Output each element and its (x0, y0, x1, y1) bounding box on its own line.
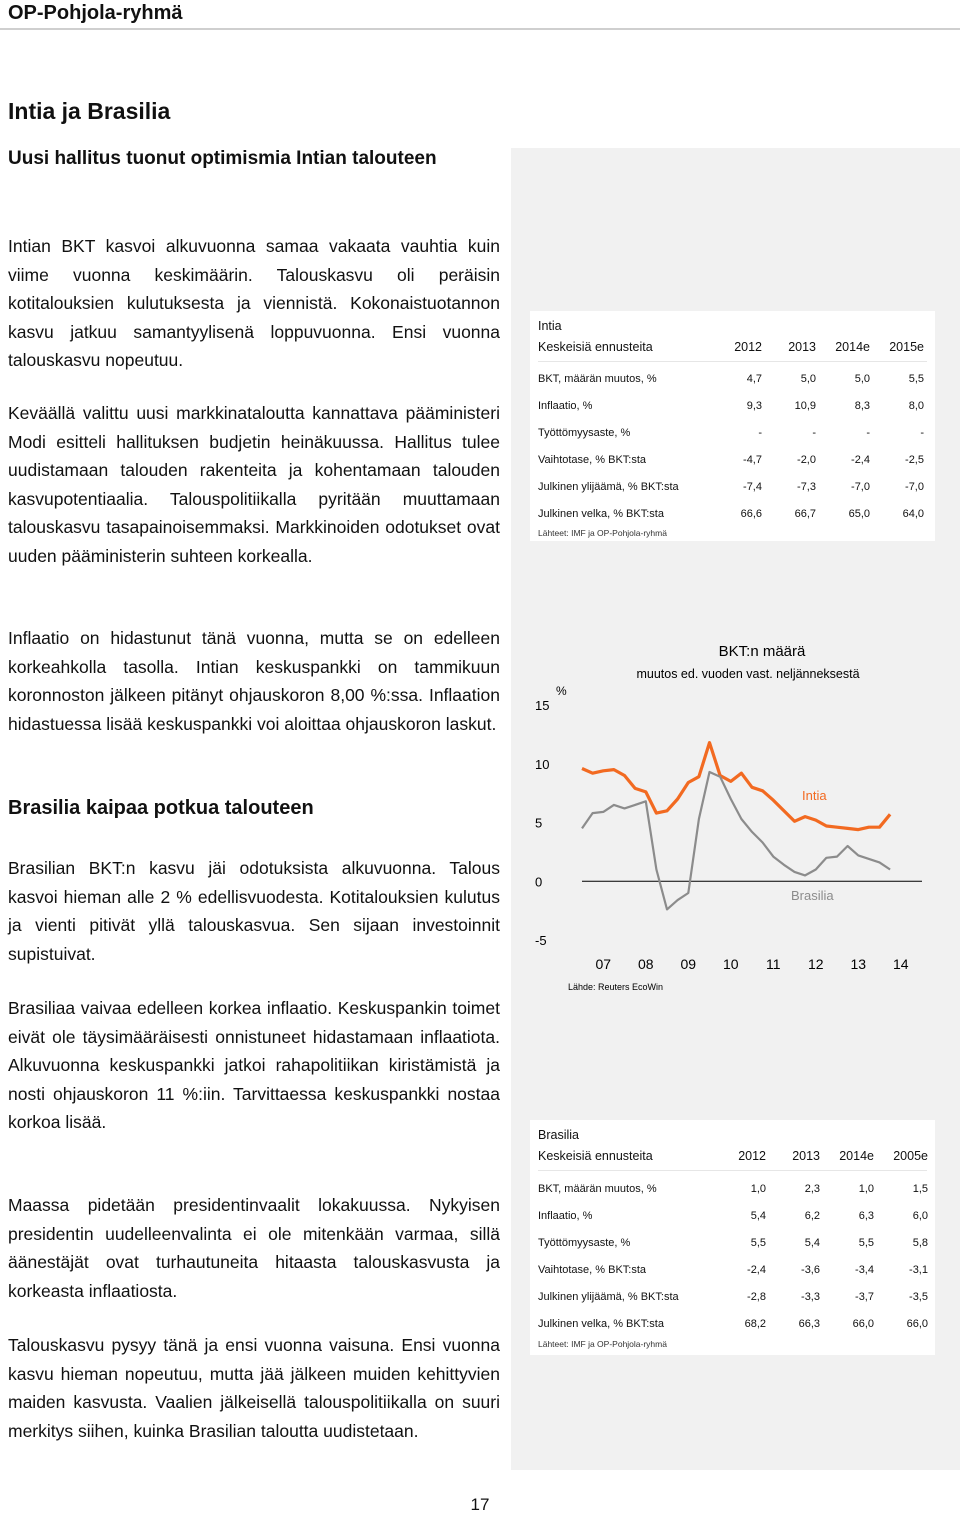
table-row-label: Inflaatio, % (538, 400, 593, 412)
table-cell: 8,3 (854, 400, 870, 412)
table-cell: -2,4 (851, 454, 870, 466)
table-cell: 8,0 (908, 400, 924, 412)
series-label-intia: Intia (802, 788, 827, 803)
table-cell: 5,4 (804, 1237, 820, 1249)
table-cell: 64,0 (902, 508, 924, 520)
table-divider (538, 1170, 927, 1171)
table-cell: 10,9 (794, 400, 816, 412)
x-tick-label: 11 (765, 956, 781, 972)
table-caption: Keskeisiä ennusteita (538, 340, 653, 354)
y-tick-label: -5 (535, 933, 547, 948)
chart-subtitle: muutos ed. vuoden vast. neljänneksestä (636, 667, 860, 681)
table-cell: -3,4 (855, 1264, 874, 1276)
table-row-label: Julkinen ylijäämä, % BKT:sta (538, 1291, 679, 1303)
table-year: 2012 (734, 340, 762, 354)
table-cell: -2,4 (747, 1264, 766, 1276)
table-country: Brasilia (538, 1128, 579, 1142)
brand-name: OP-Pohjola-ryhmä (8, 2, 183, 24)
header-rule (0, 28, 960, 30)
table-cell: 5,5 (908, 373, 924, 385)
paragraph-brazil-3: Maassa pidetään presidentinvaalit lokakuussa. Nykyisen presidentin uudelleenvalinta ei ole mitenkään varmaa, sillä äänestäjät ovat turhautuneita hitaasta talouskasvusta ja korkeasta inflaatiosta. (8, 1195, 500, 1301)
table-country: Intia (538, 319, 562, 333)
gdp-chart (530, 620, 935, 1000)
series-line-brasilia (582, 772, 890, 909)
table-cell: -7,0 (905, 481, 924, 493)
table-cell: -3,3 (801, 1291, 820, 1303)
table-cell: 6,3 (858, 1210, 874, 1222)
table-cell: -7,4 (743, 481, 762, 493)
table-source: Lähteet: IMF ja OP-Pohjola-ryhmä (538, 1339, 667, 1349)
table-cell: - (758, 427, 762, 439)
y-tick-label: 15 (535, 698, 550, 713)
chart-source: Lähde: Reuters EcoWin (568, 982, 664, 992)
table-row-label: Vaihtotase, % BKT:sta (538, 1264, 647, 1276)
table-row-label: Vaihtotase, % BKT:sta (538, 454, 647, 466)
table-cell: 66,6 (740, 508, 762, 520)
table-cell: 1,0 (750, 1183, 766, 1195)
table-cell: -7,3 (797, 481, 816, 493)
table-row-label: Inflaatio, % (538, 1210, 593, 1222)
table-cell: - (812, 427, 816, 439)
table-source: Lähteet: IMF ja OP-Pohjola-ryhmä (538, 528, 667, 538)
table-cell: 1,0 (858, 1183, 874, 1195)
table-cell: 4,7 (746, 373, 762, 385)
paragraph-india-3: Inflaatio on hidastunut tänä vuonna, mutta se on edelleen korkeahkolla tasolla. Intian keskuspankki on tammikuun koronnoston jälkeen pitänyt ohjauskoron 8,00 %:ssa. Inflaation hidastuessa lisää keskuspankki voi aloittaa ohjauskoron laskut. (8, 628, 500, 734)
brazil-heading: Brasilia kaipaa potkua talouteen (8, 797, 314, 819)
table-cell: 66,3 (798, 1318, 820, 1330)
table-row-label: Julkinen velka, % BKT:sta (538, 508, 664, 520)
paragraph-india-2: Keväällä valittu uusi markkinataloutta kannattava pääministeri Modi esitteli hallituksen budjetin heinäkuussa. Hallitus tulee uudistamaan talouden rakenteita ja kohentamaan talouden kasvupotentiaalia. Talouspolitiikalla pyritään muuttamaan talouskasvu tasapainoisemmaksi. Markkinoiden odotukset ovat uuden pääministerin suhteen korkealla. (8, 403, 500, 566)
table-cell: 68,2 (744, 1318, 766, 1330)
table-year: 2012 (738, 1149, 766, 1163)
table-cell: 6,2 (804, 1210, 820, 1222)
x-tick-label: 12 (807, 956, 824, 972)
table-cell: -2,0 (797, 454, 816, 466)
table-cell: -2,5 (905, 454, 924, 466)
table-cell: 66,0 (852, 1318, 874, 1330)
india-forecast-table (530, 311, 935, 541)
table-year: 2013 (788, 340, 816, 354)
table-row-label: Julkinen ylijäämä, % BKT:sta (538, 481, 679, 493)
table-row-label: Julkinen velka, % BKT:sta (538, 1318, 664, 1330)
series-label-brasilia: Brasilia (791, 888, 834, 903)
table-cell: -4,7 (743, 454, 762, 466)
table-cell: 65,0 (848, 508, 870, 520)
table-cell: 5,8 (912, 1237, 928, 1249)
paragraph-brazil-1: Brasilian BKT:n kasvu jäi odotuksista alkuvuonna. Talous kasvoi hieman alle 2 % edellisvuodesta. Kotitalouksien kulutus ja vienti pitivät yllä talouskasvua. Sen sijaan investoinnit supistuivat. (8, 858, 500, 964)
table-cell: 66,0 (906, 1318, 928, 1330)
table-cell: 66,7 (794, 508, 816, 520)
table-caption: Keskeisiä ennusteita (538, 1149, 653, 1163)
table-cell: -3,1 (909, 1264, 928, 1276)
paragraph-india-1: Intian BKT kasvoi alkuvuonna samaa vakaata vauhtia kuin viime vuonna keskimäärin. Talouskasvu oli peräisin kotitalouksien kulutuksesta ja viennistä. Kokonaistuotannon kasvu jatkuu samantyylisenä loppuvuonna. Ensi vuonna talouskasvu nopeutuu. (8, 236, 500, 370)
table-cell: -7,0 (851, 481, 870, 493)
table-cell: 5,5 (750, 1237, 766, 1249)
paragraph-brazil-4: Talouskasvu pysyy tänä ja ensi vuonna vaisuna. Ensi vuonna kasvu hieman nopeutuu, mutta jää jälkeen muiden kehittyvien maiden kasvusta. Vaalien jälkeisellä talouspolitiikalla on suuri merkitys siihen, kuinka Brasilian taloutta uudistetaan. (8, 1335, 500, 1441)
x-tick-label: 10 (722, 956, 739, 972)
table-row-label: Työttömyysaste, % (538, 427, 631, 439)
table-cell: -3,5 (909, 1291, 928, 1303)
y-tick-label: 10 (535, 756, 550, 772)
table-cell: -2,8 (747, 1291, 766, 1303)
table-divider (538, 361, 927, 362)
x-tick-label: 13 (850, 956, 867, 972)
table-year: 2014e (839, 1149, 874, 1163)
page-title: Intia ja Brasilia (8, 98, 171, 124)
table-year: 2005e (893, 1149, 928, 1163)
table-row-label: BKT, määrän muutos, % (538, 1183, 657, 1195)
page-number: 17 (470, 1495, 490, 1514)
table-cell: 5,4 (750, 1210, 766, 1222)
table-cell: -3,6 (801, 1264, 820, 1276)
article-subtitle: Uusi hallitus tuonut optimismia Intian talouteen (8, 148, 437, 169)
table-cell: 1,5 (912, 1183, 928, 1195)
table-cell: 9,3 (746, 400, 762, 412)
table-row-label: Työttömyysaste, % (538, 1237, 631, 1249)
paragraph-brazil-2: Brasiliaa vaivaa edelleen korkea inflaatio. Keskuspankin toimet eivät ole täysimääräisesti onnistuneet hidastamaan inflaatiota. Alkuvuonna keskuspankki jatkoi rahapolitiikan kiristämistä ja nosti ohjauskoron 11 %:iin. Tarvittaessa keskuspankki nostaa korkoa lisää. (8, 998, 500, 1132)
table-cell: -3,7 (855, 1291, 874, 1303)
series-line-intia (582, 743, 890, 830)
table-cell: 2,3 (804, 1183, 820, 1195)
table-cell: 6,0 (912, 1210, 928, 1222)
chart-ylabel: % (556, 684, 567, 698)
table-cell: 5,5 (858, 1237, 874, 1249)
table-year: 2013 (792, 1149, 820, 1163)
x-tick-label: 07 (595, 956, 612, 972)
y-tick-label: 5 (535, 815, 543, 831)
gdp-chart-svg (530, 620, 935, 1000)
table-year: 2015e (889, 340, 924, 354)
table-cell: - (866, 427, 870, 439)
table-cell: - (920, 427, 924, 439)
chart-title: BKT:n määrä (718, 643, 806, 660)
x-tick-label: 14 (892, 956, 909, 972)
x-tick-label: 08 (637, 956, 654, 972)
y-tick-label: 0 (535, 874, 543, 890)
table-cell: 5,0 (854, 373, 870, 385)
x-tick-label: 09 (680, 956, 697, 972)
table-row-label: BKT, määrän muutos, % (538, 373, 657, 385)
table-year: 2014e (835, 340, 870, 354)
brazil-forecast-table (530, 1120, 935, 1355)
table-cell: 5,0 (800, 373, 816, 385)
